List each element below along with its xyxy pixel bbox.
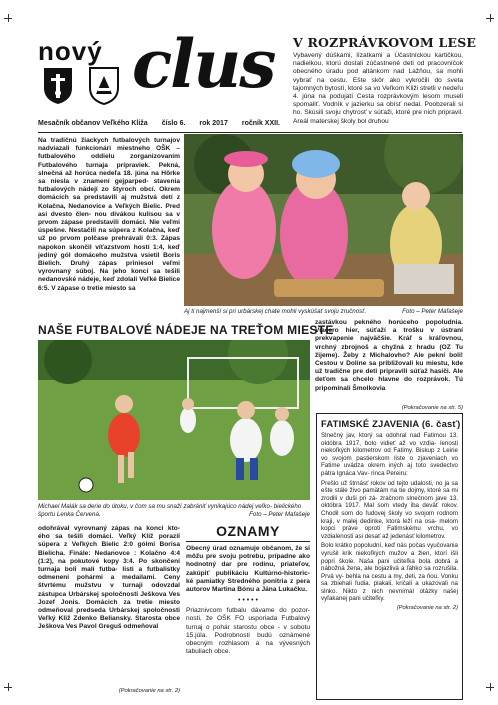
football-continued: (Pokračovanie na str. 2) — [118, 688, 180, 694]
fatima-p1: Slnečný jav, ktorý sa odohral nad Fatimou 13. októbra 1917, bolo vidieť až vo vzdia- lenosti niekoľkých kilometrov od Fatimy. Biskup z Leirie vo svojom pastierskom liste o zjaveniach vo Fatime uvádza okrem iných aj toto svedectvo pátra Ignáca Vav- rinca Pereiru: — [321, 432, 458, 477]
fairytale-caption — [184, 308, 463, 316]
oznamy-p1: Obecný úrad oznamuje občanom, že si môžu pre svoju potrebu, prípadne ako hodnotný dar pre rodinu, priateľov, zakúpiť publikáciu Kultúrno-historic- ké pamiatky Stredného ponitria z pera autorov Martina Bónu a Jána Lukačku. — [186, 545, 310, 594]
crop-mark — [4, 683, 12, 691]
crop-mark — [486, 14, 494, 22]
masthead-issue: číslo 6. — [161, 120, 186, 127]
oznamy-headline: OZNAMY — [186, 523, 310, 542]
football-caption-text: Michael Malák sa derie do útoku, v čom sa mu snaží zabrániť vynikajúco nádej veľko- bielického športu Lenka Červená. — [38, 503, 302, 518]
masthead-clus: clus — [132, 25, 275, 103]
masthead-subtitle — [38, 120, 286, 127]
fatima-headline: FATIMSKÉ ZJAVENIA (6. časť) — [321, 418, 461, 429]
fairytale-body: Vybavený dúškami, lízatkami a Účastníckou kartičkou, nadielkou, ktorú dostali zúčastnené deti od pracovníčok obecného úradu pod altánkom nad Lažňou, sa mohli vybrať na cestu. Ešte skôr ako vykročili do sveta tajomných bytostí, ktoré sa vo Veľkom Kliži stretli v nedeľu 4. júna na podujatí Cesta rozprávkovým lesom museli spomaliť. Vodník v jazierku sa obísť nedal. Poobzerali si ho. Skúsili svoju chytrosť v súťaži, ktoré pre nich pripravil. Areál materskej školy bol druhou — [293, 52, 463, 125]
football-caption — [38, 503, 310, 518]
masthead-year: rok 2017 — [199, 120, 228, 127]
coat-of-arms-icon — [42, 66, 74, 106]
masthead-volume: ročník XXII. — [241, 120, 280, 127]
fatima-p2: Prešlo už štrnásť rokov od tejto udalosti, no ja sa ešte stále živo pamätám na tie dojmy, ktoré sa mi zrodili v duši pri zá- zračnom slnečnom jave 13. októbra 1917. Mal som vtedy iba deväť rokov. Chodil som do ľudovej školy vo svojom rodnom kraji, v malej dedinke, ktorá leží na osa- melom kopci práve oproti Fatimskému vrchu, vo vzdialenosti asi desať až jedenásť kilometrov. — [321, 479, 458, 540]
fairytale-headline: V ROZPRÁVKOVOM LESE — [293, 35, 477, 50]
coat-of-arms-icon — [88, 66, 120, 106]
crop-mark — [4, 14, 12, 22]
oznamy-stars: • • • • • — [237, 597, 259, 605]
fairytale-continued: (Pokračovanie na str. 5) — [401, 405, 463, 411]
fatima-continued: (Pokračovanie na str. 2) — [396, 605, 458, 612]
fairytale-caption-text: Aj ti najmenší si pri urbárskej chate mohli vyskúšať svoju zručnosť. — [184, 308, 367, 315]
fatima-box — [316, 413, 463, 700]
fairytale-col2: zastávkou pekného horúceho popoludnia. Viacero hier, súťaží a trošku v ústraní prekvapenie najväčšie. Kráľ s kráľovnou, vrchný zbrojnoš a chyžná z hradu (OZ Tu žijeme). Žeby z Michalovho? Ale pekní boli! Cestou v Doline sa približovali ku miestu, kde už tradične pre deti pripravili súťaž hasiči. Ale deťom sa chcelo hlavne do rozprávok. Tú pripomínali Šmolkovia — [315, 319, 463, 392]
photo-girls-craft — [184, 134, 463, 306]
fatima-p3: Bolo krátko popoludní, keď nás počas vyučovania vyrušil krik niekoľkých mužov a žien, ktorí išli popri škole. Naša pani učiteľka bola dobrá a nábožná žena, ale bojazlivá a ľahko sa rozrušila. Prvá vy- behla na cestu a my, deti, za ňou. Vonku sa zbiehali ľudia, plakali, kričali a ukazovali na slnko. Nikto z nich nevnímal otázky našej vyľakanej pani učiteľky. — [321, 542, 458, 603]
football-headline: NAŠE FUTBALOVÉ NÁDEJE NA TREŤOM MIESTE — [38, 323, 334, 337]
football-body: odohrával vyrovnaný zápas na konci kto- ého sa tešili domáci. Veľký Kliž porazil súpera z Veľkých Bielic 2:0 gólmi Borisa Bielicha. Finále: Nedanovce : Kolačno 4:4 (1:2), na pokutové kopy 3:4. Po skončení turnaja boli malí futba- listi a futbalistky odmenení pohármi a medailami. Ceny štvrtému mužstvu v turnaji odovzdal zástupca Urbárskej spoločnosti Ješkova Ves Jozef Jonis. Domácich za tretie miesto odmeňoval predseda Urbárskej spoločnosti Veľký Kliž Zdenko Beliansky. Starosta obce Ješkova Ves Pavol Greguš odmeňoval — [38, 525, 180, 631]
oznamy-box — [186, 523, 310, 656]
football-intro: Na tradičnú žiackych futbalových turnajov nadviazali funkcionári miestneho OŠK – futbalového oddielu zorganizovaním Futbalového turnaja prípraviek. Pekná, slnečná až horúca nedeľa 18. júna na Hôrke sa niesla v znamení gejparped- stavenia futbalových nádejí zo štyroch obcí. Okrem domácich sa predstavili aj mužstvá detí z Kolačna, Nedanovice a Veľkých Bielic. Pred asi dvesto člen- nou divákou kulisou sa v prvom zápase predstavili domáci. Nie veľmi úspešne. Nestačili na súpera z Kolačna, keď už po prvom polčase prehrávali 0:3. Zápas napokon skončil víťazstvom hostí 1:4, keď jediný gól domáceho mužstva vsietil Boris Bielich. Druhý zápas priniesol veľmi vyrovnaný súboj. Na jeho konci sa tešili nedanovské nádeje, keď zdolali Veľké Bielice 6:5. V zápase o tretie miesto sa — [38, 137, 180, 292]
masthead-novy: nový — [38, 36, 103, 66]
masthead — [38, 25, 286, 134]
crop-mark — [486, 683, 494, 691]
divider — [38, 132, 462, 133]
football-credit: Foto – Peter Mafašeje — [249, 510, 310, 518]
photo-football-match — [38, 340, 310, 500]
masthead-subtitle-text: Mesačník občanov Veľkého Kliža — [38, 120, 148, 127]
fairytale-credit: Foto – Peter Mafašeje — [402, 308, 463, 315]
oznamy-p2: Priaznivcom futbalu dávame do pozor- nosti, že OŠK FO usporiada Futbalový turnaj o pohár starostu obce - v sobotu 15.júla. Podrobnosti budú oznámené obecným rozhlasom a na vývesných tabuliach obce. — [186, 607, 310, 656]
